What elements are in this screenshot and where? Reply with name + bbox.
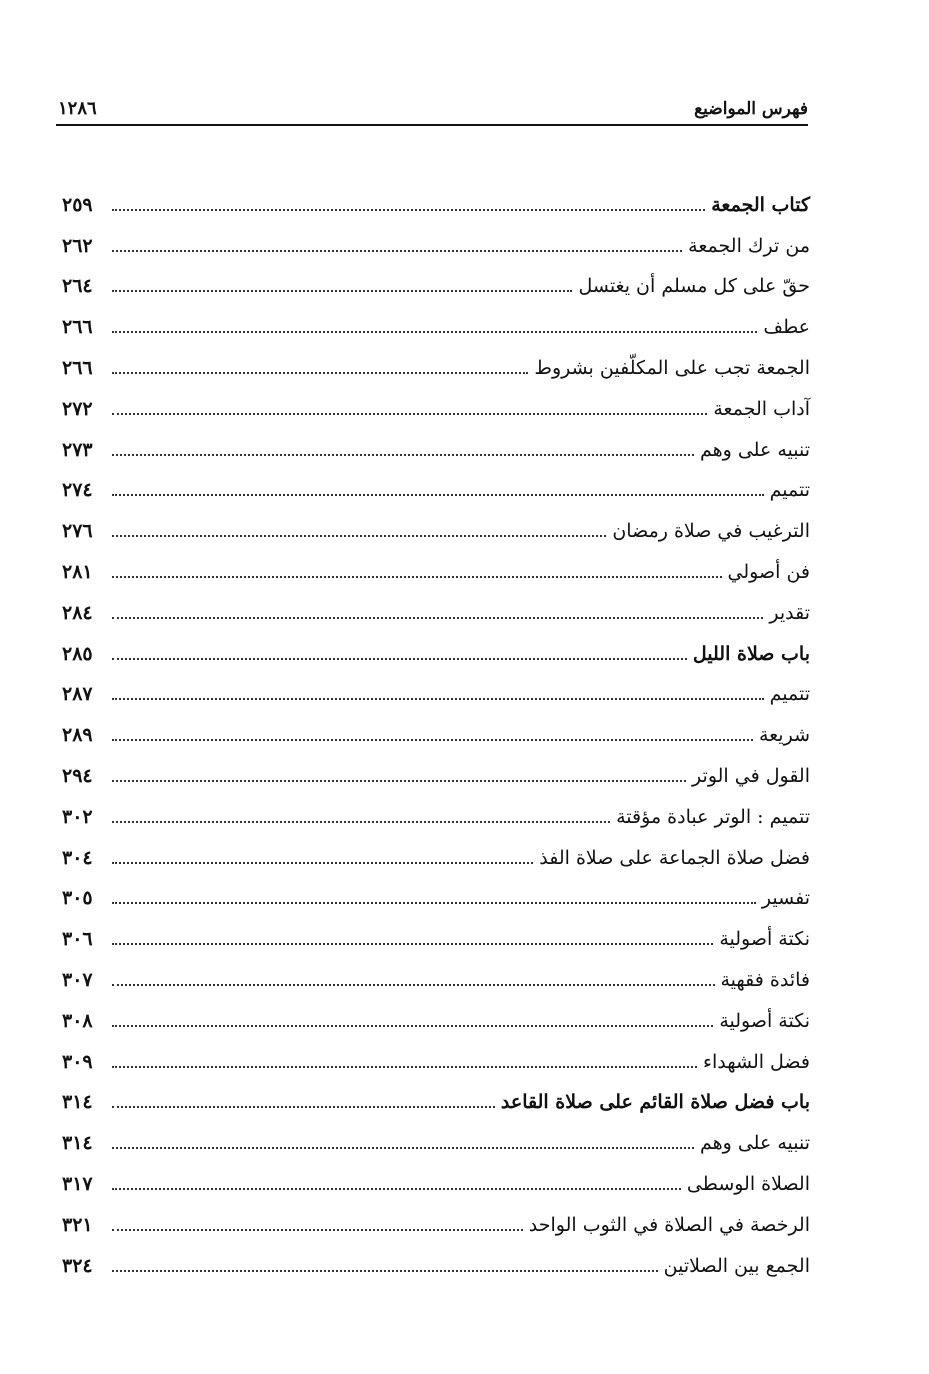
dot-leader: [112, 984, 715, 986]
toc-entry-page: ٣٠٤: [62, 846, 93, 869]
toc-entry: [62, 874, 810, 915]
toc-entry: [62, 262, 810, 303]
toc-entry: [62, 302, 810, 343]
dot-leader: [112, 494, 764, 496]
dot-leader: [112, 1025, 713, 1027]
toc-entry: [62, 506, 810, 547]
toc-entry-page: ٢٩٤: [62, 764, 93, 787]
dot-leader: [112, 1147, 694, 1149]
toc-entry-page: ٣٠٥: [62, 887, 93, 910]
toc-entry: [62, 955, 810, 996]
toc-entry: [62, 1241, 810, 1282]
toc-entry-page: ٣٢٤: [62, 1254, 93, 1277]
toc-entry-title: تتميم: [769, 683, 810, 706]
dot-leader: [112, 658, 687, 660]
toc-entry-title: الجمعة تجب على المكلّفين بشروط: [534, 356, 810, 379]
toc-entry-title: الترغيب في صلاة رمضان: [612, 520, 810, 543]
toc-entry-title: كتاب الجمعة: [711, 193, 810, 216]
dot-leader: [112, 943, 713, 945]
toc-entry-page: ٢٨٤: [62, 601, 93, 624]
dot-leader: [112, 209, 705, 211]
toc-entry: [62, 833, 810, 874]
toc-entry-page: ٣٠٩: [62, 1050, 93, 1073]
toc-entry: [62, 466, 810, 507]
toc-entry: [62, 1037, 810, 1078]
toc-entry-title: آداب الجمعة: [713, 397, 810, 420]
toc-entry-page: ٢٦٦: [62, 356, 93, 379]
toc-entry: [62, 588, 810, 629]
running-title: فهرس المواضيع: [694, 99, 808, 119]
toc-entry-title: الصلاة الوسطى: [686, 1172, 810, 1195]
dot-leader: [112, 1229, 523, 1231]
toc-entry-page: ٣٠٦: [62, 928, 93, 951]
toc-entry-title: شريعة: [758, 724, 810, 747]
toc-entry: [62, 425, 810, 466]
dot-leader: [112, 250, 682, 252]
toc-entry-page: ٣١٤: [62, 1132, 93, 1155]
toc-entry-title: تتميم : الوتر عبادة مؤقتة: [616, 805, 810, 828]
dot-leader: [112, 617, 763, 619]
toc-entry-title: باب صلاة الليل: [692, 642, 810, 665]
toc-entry-title: فضل الشهداء: [703, 1050, 810, 1073]
toc-entry: [62, 1118, 810, 1159]
toc-entry: [62, 670, 810, 711]
toc-entry: [62, 384, 810, 425]
toc-entry-page: ٢٦٤: [62, 275, 93, 298]
header-rule: [56, 124, 808, 126]
toc-entry-title: فن أصولي: [727, 560, 810, 583]
toc-entry-page: ٣١٤: [62, 1091, 93, 1114]
dot-leader: [112, 821, 610, 823]
toc-entry-page: ٢٦٢: [62, 234, 93, 257]
toc-entry-title: تنبيه على وهم: [699, 1132, 810, 1155]
toc-entry-page: ٢٥٩: [62, 193, 93, 216]
toc-entry-title: عطف: [763, 316, 810, 339]
toc-entry: [62, 751, 810, 792]
dot-leader: [112, 698, 764, 700]
toc-entry-title: فائدة فقهية: [720, 968, 810, 991]
toc-entry-title: تفسير: [761, 887, 810, 910]
toc-entry-page: ٢٧٣: [62, 438, 93, 461]
toc-entry: [62, 180, 810, 221]
table-of-contents: [62, 180, 810, 1282]
toc-entry-page: ٣٠٨: [62, 1009, 93, 1032]
toc-entry-title: فضل صلاة الجماعة على صلاة الفذ: [539, 846, 810, 869]
toc-entry-page: ٢٨٩: [62, 724, 93, 747]
toc-entry-page: ٢٦٦: [62, 316, 93, 339]
toc-entry: [62, 629, 810, 670]
dot-leader: [112, 535, 606, 537]
toc-entry: [62, 1078, 810, 1119]
toc-entry-page: ٢٨١: [62, 560, 93, 583]
toc-entry-page: ٣١٧: [62, 1172, 93, 1195]
dot-leader: [112, 290, 572, 292]
dot-leader: [112, 576, 722, 578]
dot-leader: [112, 780, 686, 782]
dot-leader: [112, 739, 753, 741]
toc-entry-title: نكتة أصولية: [719, 928, 810, 951]
dot-leader: [112, 372, 528, 374]
dot-leader: [112, 1188, 681, 1190]
toc-entry-page: ٣٠٢: [62, 805, 93, 828]
dot-leader: [112, 331, 757, 333]
toc-entry-page: ٢٧٤: [62, 479, 93, 502]
toc-entry-title: من ترك الجمعة: [688, 234, 810, 257]
dot-leader: [112, 1270, 658, 1272]
toc-entry: [62, 792, 810, 833]
toc-entry: [62, 221, 810, 262]
toc-entry-title: تنبيه على وهم: [699, 438, 810, 461]
dot-leader: [112, 1066, 697, 1068]
dot-leader: [112, 454, 694, 456]
toc-entry-title: تتميم: [769, 479, 810, 502]
toc-entry-title: القول في الوتر: [692, 764, 810, 787]
dot-leader: [112, 862, 533, 864]
toc-entry-page: ٢٨٧: [62, 683, 93, 706]
toc-entry-title: باب فضل صلاة القائم على صلاة القاعد: [500, 1091, 810, 1114]
dot-leader: [112, 413, 707, 415]
toc-entry-page: ٢٨٥: [62, 642, 93, 665]
toc-entry: [62, 343, 810, 384]
toc-entry-title: حقّ على كل مسلم أن يغتسل: [578, 275, 810, 298]
toc-entry: [62, 1200, 810, 1241]
toc-entry-page: ٢٧٢: [62, 397, 93, 420]
toc-entry: [62, 996, 810, 1037]
toc-entry-title: الرخصة في الصلاة في الثوب الواحد: [528, 1213, 810, 1236]
dot-leader: [112, 902, 756, 904]
toc-entry: [62, 914, 810, 955]
toc-entry-title: الجمع بين الصلاتين: [663, 1254, 810, 1277]
page-number: ١٢٨٦: [58, 98, 97, 119]
toc-entry-page: ٣٢١: [62, 1213, 93, 1236]
toc-entry-title: تقدير: [769, 601, 810, 624]
toc-entry-title: نكتة أصولية: [719, 1009, 810, 1032]
toc-entry: [62, 1159, 810, 1200]
toc-entry: [62, 547, 810, 588]
dot-leader: [112, 1106, 495, 1108]
toc-entry-page: ٣٠٧: [62, 968, 93, 991]
page-header: [58, 96, 808, 126]
toc-entry: [62, 710, 810, 751]
toc-entry-page: ٢٧٦: [62, 520, 93, 543]
